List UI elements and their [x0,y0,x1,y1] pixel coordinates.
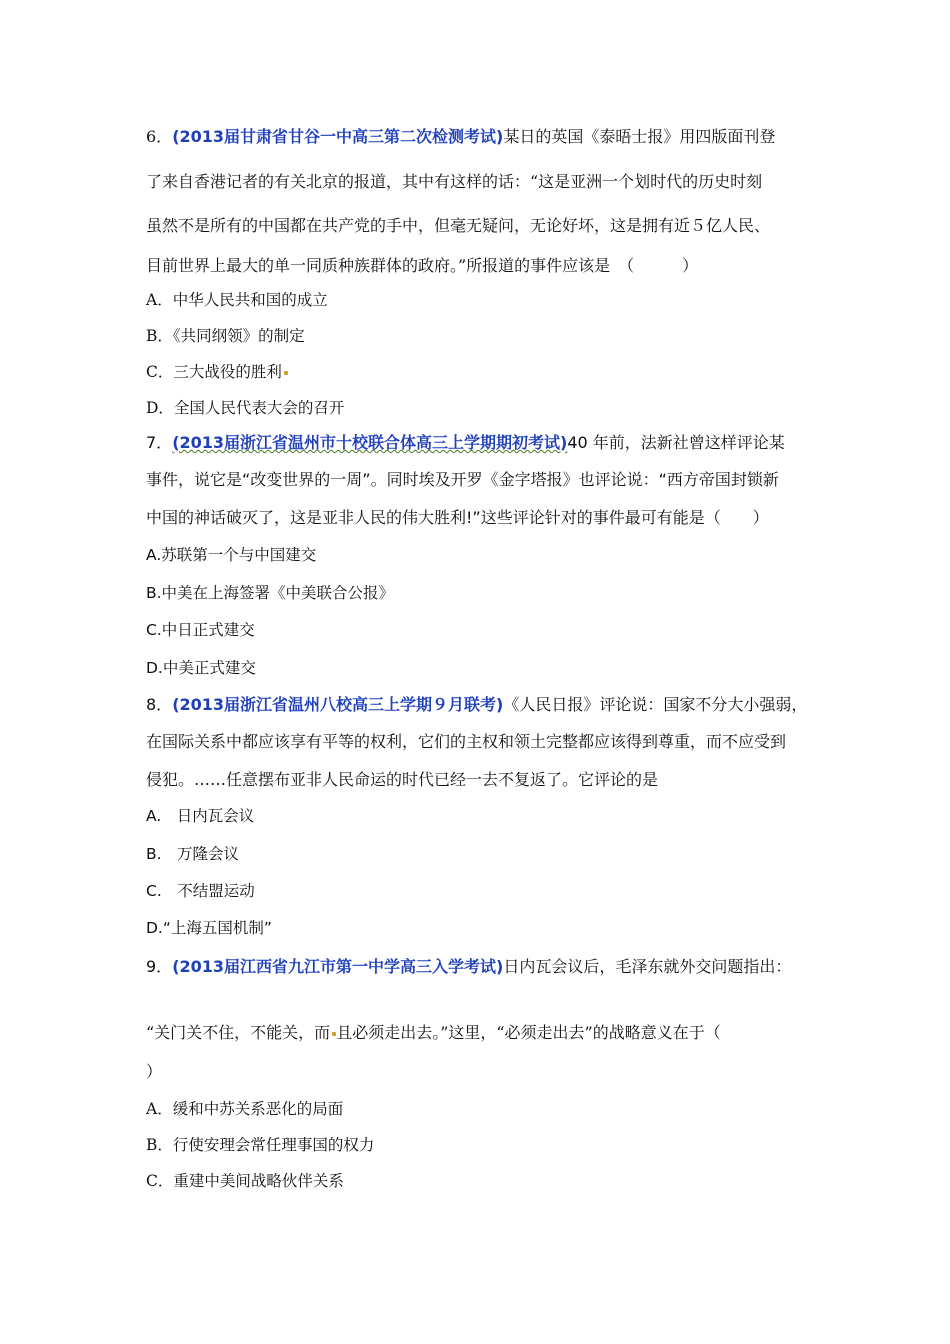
q7-option-c: C.中日正式建交 [146,621,255,639]
q8-number: 8． [146,695,173,714]
q8-line-2: 在国际关系中都应该享有平等的权利，它们的主权和领土完整都应该得到尊重，而不应受到 [146,732,787,751]
q6-option-c-row [146,360,288,382]
q9-text-2a: “关门关不住，不能关，而 [146,1023,331,1042]
q6-text-1: 某日的英国《泰晤士报》用四版面刊登 [503,127,776,146]
q7-source: (2013届浙江省温州市十校联合体高三上学期期初考试) [172,433,568,452]
q9-option-c: C．重建中美间战略伙伴关系 [146,1172,344,1190]
q8-option-b: B. 万隆会议 [146,845,240,863]
q7-line-3: 中国的神话破灭了，这是亚非人民的伟大胜利!”这些评论针对的事件最可有能是（ ） [146,508,769,527]
q6-option-d: D．全国人民代表大会的召开 [146,399,345,417]
q6-source: (2013届甘肃省甘谷一中高三第二次检测考试) [172,127,504,146]
edit-mark-icon [284,371,288,375]
q9-source: (2013届江西省九江市第一中学高三入学考试) [172,957,504,976]
q9-option-a: A．缓和中苏关系恶化的局面 [146,1100,344,1118]
q8-line-3: 侵犯。……任意摆布亚非人民命运的时代已经一去不复返了。它评论的是 [146,770,659,789]
q7-text-1: 40 年前，法新社曾这样评论某 [567,433,785,452]
q9-text-1: 日内瓦会议后，毛泽东就外交问题指出： [503,957,792,976]
q6-line-4: 目前世界上最大的单一同质种族群体的政府。”所报道的事件应该是 （ ） [146,256,699,275]
q9-line-2 [146,1020,721,1043]
q6-line-2: 了来自香港记者的有关北京的报道，其中有这样的话：“这是亚洲一个划时代的历史时刻 [146,172,763,191]
q8-option-d: D.“上海五国机制” [146,919,272,937]
q7-line-1 [146,430,785,453]
q7-number: 7． [146,433,173,452]
q8-option-c: C. 不结盟运动 [146,882,255,900]
q6-line-3: 虽然不是所有的中国都在共产党的手中，但毫无疑问，无论好坏，这是拥有近５亿人民、 [146,216,771,235]
q6-number: 6． [146,127,173,146]
q8-line-1 [146,692,807,715]
q9-number: 9． [146,957,173,976]
q9-line-3: ） [146,1062,163,1081]
q7-line-2: 事件，说它是“改变世界的一周”。同时埃及开罗《金字塔报》也评论说：“西方帝国封锁新 [146,470,779,489]
q9-option-b: B．行使安理会常任理事国的权力 [146,1136,375,1154]
q7-option-b: B.中美在上海签署《中美联合公报》 [146,584,395,602]
q8-option-a: A. 日内瓦会议 [146,807,255,825]
q8-text-1: 《人民日报》评论说：国家不分大小强弱， [503,695,808,714]
q6-line-1 [146,124,775,147]
q6-option-b: B．《共同纲领》的制定 [146,327,305,345]
q8-source: (2013届浙江省温州八校高三上学期９月联考) [172,695,504,714]
watermark [768,652,774,662]
q6-option-c: C．三大战役的胜利 [146,363,282,381]
q7-option-d: D.中美正式建交 [146,659,256,677]
q9-line-1 [146,954,791,977]
q7-option-a: A.苏联第一个与中国建交 [146,546,317,564]
q9-text-2b: 且必须走出去。”这里，“必须走出去”的战略意义在于（ [336,1023,721,1042]
q6-option-a: A．中华人民共和国的成立 [146,291,328,309]
